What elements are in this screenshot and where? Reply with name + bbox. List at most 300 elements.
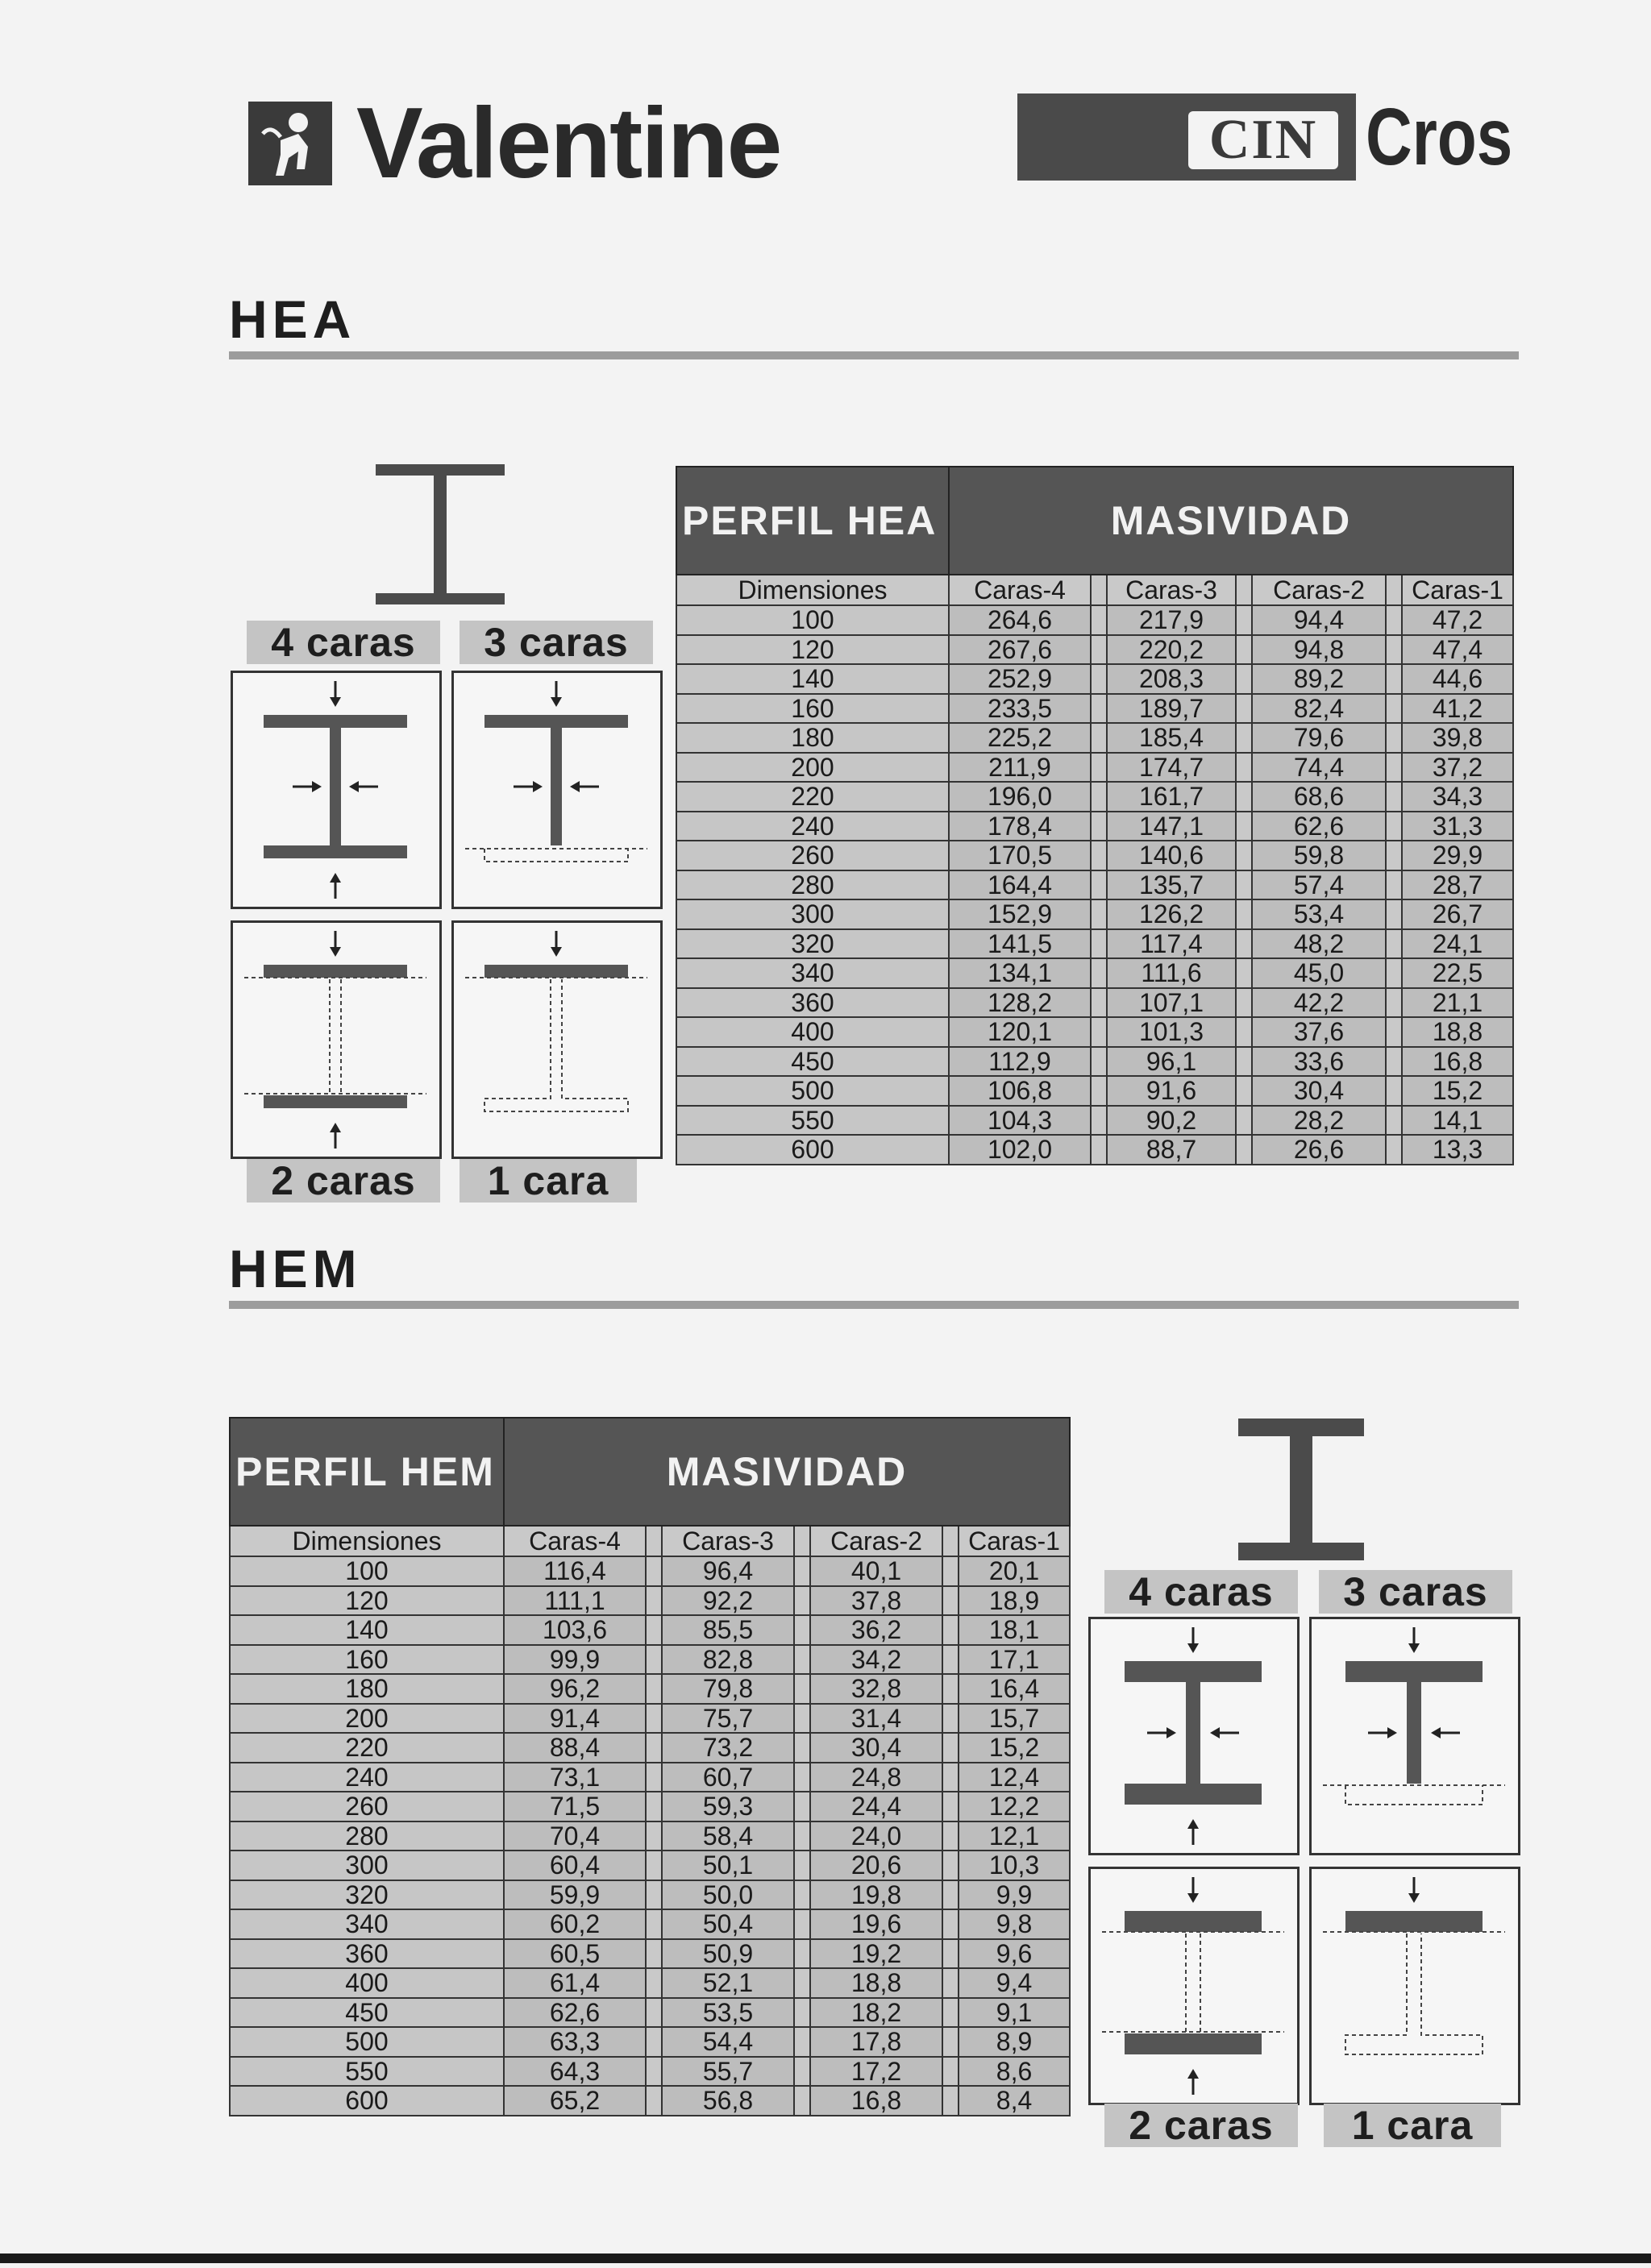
column-gap [1236,782,1252,812]
column-gap [794,1733,810,1763]
section-divider-hem [229,1301,1519,1309]
column-gap [794,1851,810,1880]
dimension-cell: 400 [676,1017,949,1047]
column-gap [942,1586,959,1616]
column-gap [1236,723,1252,753]
masividad-cell: 141,5 [949,929,1091,959]
masividad-cell: 8,4 [959,2086,1070,2116]
masividad-cell: 41,2 [1402,694,1513,724]
dimension-cell: 260 [230,1792,504,1821]
table-row [230,1909,1070,1939]
dimension-cell: 240 [676,812,949,841]
column-gap [942,1733,959,1763]
masividad-cell: 9,8 [959,1909,1070,1939]
masividad-cell: 14,1 [1402,1106,1513,1136]
masividad-cell: 20,1 [959,1556,1070,1586]
column-gap [646,1851,662,1880]
table-row [230,1851,1070,1880]
table-row [230,1939,1070,1969]
column-gap [1091,929,1107,959]
column-gap [646,2086,662,2116]
column-gap [794,1792,810,1821]
panel-3-caras [451,671,663,909]
column-gap [942,1704,959,1734]
dimension-cell: 260 [676,841,949,870]
table-row [676,1047,1513,1077]
masividad-cell: 189,7 [1107,694,1236,724]
label-1-cara: 1 cara [1324,2104,1501,2147]
masividad-cell: 24,4 [810,1792,942,1821]
masividad-cell: 16,8 [810,2086,942,2116]
masividad-cell: 53,4 [1252,899,1386,929]
table-row [230,1704,1070,1734]
column-gap [1236,753,1252,783]
masividad-cell: 57,4 [1252,870,1386,900]
dimension-cell: 140 [676,664,949,694]
column-gap [1386,1076,1402,1106]
column-gap [1236,1076,1252,1106]
masividad-cell: 36,2 [810,1615,942,1645]
column-gap [1386,899,1402,929]
dimension-cell: 100 [230,1556,504,1586]
masividad-cell: 92,2 [662,1586,794,1616]
panel-4-caras [231,671,442,909]
masividad-cell: 24,8 [810,1763,942,1792]
column-gap [942,1821,959,1851]
table-row [676,635,1513,665]
column-gap [1386,1047,1402,1077]
column-gap [1091,1106,1107,1136]
column-gap [794,1615,810,1645]
column-header-row [676,575,1513,605]
masividad-cell: 70,4 [504,1821,646,1851]
dimension-cell: 220 [230,1733,504,1763]
masividad-cell: 112,9 [949,1047,1091,1077]
table-row [676,958,1513,988]
column-gap [646,1968,662,1998]
panel-1-cara [451,920,663,1159]
masividad-cell: 94,4 [1252,605,1386,635]
column-gap [942,1674,959,1704]
column-gap [794,1556,810,1586]
masividad-cell: 50,9 [662,1939,794,1969]
dimension-cell: 140 [230,1615,504,1645]
column-gap [794,1880,810,1910]
column-gap [646,1704,662,1734]
masividad-cell: 21,1 [1402,988,1513,1018]
column-gap [942,1645,959,1675]
masividad-cell: 9,6 [959,1939,1070,1969]
dimension-cell: 360 [676,988,949,1018]
masividad-cell: 24,1 [1402,929,1513,959]
dimension-cell: 360 [230,1939,504,1969]
masividad-cell: 88,4 [504,1733,646,1763]
table-row [676,1106,1513,1136]
masividad-cell: 185,4 [1107,723,1236,753]
column-gap [1091,1076,1107,1106]
dimension-cell: 300 [230,1851,504,1880]
column-gap [1091,664,1107,694]
column-gap [1236,1047,1252,1077]
column-gap [646,1939,662,1969]
table-row [676,841,1513,870]
dimension-cell: 320 [230,1880,504,1910]
table-row [230,1968,1070,1998]
masividad-cell: 89,2 [1252,664,1386,694]
masividad-cell: 178,4 [949,812,1091,841]
column-gap [794,2027,810,2057]
masividad-cell: 196,0 [949,782,1091,812]
masividad-cell: 34,3 [1402,782,1513,812]
dimension-cell: 160 [676,694,949,724]
column-gap [1386,958,1402,988]
table-row [230,1556,1070,1586]
masividad-cell: 19,2 [810,1939,942,1969]
masividad-cell: 47,2 [1402,605,1513,635]
column-gap [942,1880,959,1910]
masividad-cell: 217,9 [1107,605,1236,635]
masividad-cell: 60,5 [504,1939,646,1969]
masividad-cell: 174,7 [1107,753,1236,783]
masividad-cell: 39,8 [1402,723,1513,753]
column-gap [1091,605,1107,635]
dimension-cell: 600 [230,2086,504,2116]
masividad-cell: 31,3 [1402,812,1513,841]
masividad-cell: 56,8 [662,2086,794,2116]
column-gap [646,1674,662,1704]
label-3-caras: 3 caras [460,621,653,664]
masividad-cell: 62,6 [504,1998,646,2028]
dimension-cell: 120 [230,1586,504,1616]
dimension-cell: 400 [230,1968,504,1998]
table-row [230,1674,1070,1704]
column-gap [1091,1135,1107,1165]
masividad-cell: 50,4 [662,1909,794,1939]
column-gap [1091,635,1107,665]
masividad-cell: 37,2 [1402,753,1513,783]
table-row [676,694,1513,724]
table-row [676,929,1513,959]
panel-2-caras [231,920,442,1159]
masividad-cell: 37,6 [1252,1017,1386,1047]
masividad-cell: 53,5 [662,1998,794,2028]
table-row [676,812,1513,841]
hea-exposure-diagrams [231,464,658,1206]
masividad-cell: 103,6 [504,1615,646,1645]
masividad-cell: 267,6 [949,635,1091,665]
column-gap [1236,899,1252,929]
dimension-cell: 120 [676,635,949,665]
masividad-cell: 71,5 [504,1792,646,1821]
column-gap [1386,575,1402,605]
column-gap [646,2027,662,2057]
masividad-cell: 107,1 [1107,988,1236,1018]
column-gap [646,1733,662,1763]
column-gap [1386,605,1402,635]
masividad-cell: 90,2 [1107,1106,1236,1136]
masividad-cell: 73,1 [504,1763,646,1792]
dimension-cell: 220 [676,782,949,812]
masividad-cell: 264,6 [949,605,1091,635]
column-gap [1236,694,1252,724]
table-row [676,870,1513,900]
masividad-cell: 82,4 [1252,694,1386,724]
masividad-cell: 17,1 [959,1645,1070,1675]
column-header: Caras-3 [1107,575,1236,605]
masividad-cell: 55,7 [662,2057,794,2087]
table-row [230,1645,1070,1675]
column-gap [1236,870,1252,900]
label-3-caras: 3 caras [1319,1570,1512,1614]
column-gap [942,1939,959,1969]
column-gap [646,1821,662,1851]
dimension-cell: 450 [230,1998,504,2028]
masividad-cell: 28,2 [1252,1106,1386,1136]
column-header: Caras-4 [949,575,1091,605]
masividad-cell: 63,3 [504,2027,646,2057]
masividad-cell: 147,1 [1107,812,1236,841]
masividad-cell: 28,7 [1402,870,1513,900]
masividad-cell: 26,7 [1402,899,1513,929]
masividad-cell: 17,8 [810,2027,942,2057]
masividad-cell: 34,2 [810,1645,942,1675]
column-gap [1386,1135,1402,1165]
column-gap [1091,723,1107,753]
masividad-cell: 220,2 [1107,635,1236,665]
column-gap [1236,635,1252,665]
panel-1-cara [1309,1867,1520,2105]
column-gap [794,1763,810,1792]
masividad-cell: 82,8 [662,1645,794,1675]
column-gap [942,2027,959,2057]
valentine-logo [248,88,781,199]
column-gap [942,1968,959,1998]
dimension-cell: 200 [230,1704,504,1734]
masividad-cell: 8,9 [959,2027,1070,2057]
column-gap [1386,694,1402,724]
column-header: Caras-1 [959,1526,1070,1556]
column-header: Caras-3 [662,1526,794,1556]
panel-2-caras [1088,1867,1300,2105]
cin-badge: CIN [1188,111,1338,169]
masividad-cell: 48,2 [1252,929,1386,959]
column-gap [646,1909,662,1939]
masividad-cell: 26,6 [1252,1135,1386,1165]
column-gap [1091,694,1107,724]
masividad-cell: 211,9 [949,753,1091,783]
dimension-cell: 240 [230,1763,504,1792]
table-row [230,1586,1070,1616]
dimension-cell: 340 [676,958,949,988]
column-gap [1386,1106,1402,1136]
masividad-cell: 8,6 [959,2057,1070,2087]
table-row [676,1076,1513,1106]
dimension-cell: 550 [230,2057,504,2087]
masividad-cell: 135,7 [1107,870,1236,900]
masividad-cell: 91,6 [1107,1076,1236,1106]
section-title-hem: HEM [229,1239,362,1298]
masividad-cell: 30,4 [810,1733,942,1763]
column-gap [1091,1017,1107,1047]
table-row [676,1135,1513,1165]
table-row [230,1880,1070,1910]
table-row [230,1763,1070,1792]
masividad-cell: 18,2 [810,1998,942,2028]
column-header-row [230,1526,1070,1556]
masividad-cell: 111,1 [504,1586,646,1616]
masividad-cell: 9,1 [959,1998,1070,2028]
column-gap [942,1615,959,1645]
table-row [676,753,1513,783]
masividad-cell: 225,2 [949,723,1091,753]
masividad-cell: 161,7 [1107,782,1236,812]
column-gap [794,2086,810,2116]
masividad-cell: 208,3 [1107,664,1236,694]
masividad-cell: 74,4 [1252,753,1386,783]
table-row [676,782,1513,812]
column-gap [646,1645,662,1675]
masividad-cell: 15,2 [1402,1076,1513,1106]
column-header: Caras-2 [1252,575,1386,605]
table-row [230,2057,1070,2087]
column-gap [646,1763,662,1792]
column-gap [794,1526,810,1556]
column-gap [794,1821,810,1851]
hem-masividad-table [229,1417,1071,2116]
column-gap [1091,1047,1107,1077]
masividad-cell: 126,2 [1107,899,1236,929]
masividad-cell: 134,1 [949,958,1091,988]
masividad-cell: 60,7 [662,1763,794,1792]
masividad-header: MASIVIDAD [949,467,1513,575]
column-gap [1386,1017,1402,1047]
masividad-cell: 140,6 [1107,841,1236,870]
dimension-cell: 600 [676,1135,949,1165]
masividad-cell: 62,6 [1252,812,1386,841]
dimension-cell: 180 [676,723,949,753]
masividad-cell: 10,3 [959,1851,1070,1880]
masividad-cell: 9,9 [959,1880,1070,1910]
masividad-cell: 19,6 [810,1909,942,1939]
column-gap [1236,812,1252,841]
masividad-cell: 31,4 [810,1704,942,1734]
masividad-cell: 58,4 [662,1821,794,1851]
masividad-cell: 61,4 [504,1968,646,1998]
table-row [230,2086,1070,2116]
column-gap [646,1615,662,1645]
masividad-cell: 22,5 [1402,958,1513,988]
column-gap [646,2057,662,2087]
column-gap [1386,723,1402,753]
label-2-caras: 2 caras [1104,2104,1298,2147]
masividad-cell: 18,9 [959,1586,1070,1616]
masividad-cell: 16,4 [959,1674,1070,1704]
label-1-cara: 1 cara [460,1159,637,1203]
column-header: Dimensiones [230,1526,504,1556]
masividad-cell: 33,6 [1252,1047,1386,1077]
column-header: Caras-4 [504,1526,646,1556]
masividad-cell: 40,1 [810,1556,942,1586]
masividad-cell: 13,3 [1402,1135,1513,1165]
masividad-cell: 50,0 [662,1880,794,1910]
column-gap [1236,664,1252,694]
column-gap [794,1645,810,1675]
table-row [676,988,1513,1018]
table-row [230,1998,1070,2028]
column-gap [1091,899,1107,929]
column-gap [1386,753,1402,783]
section-title-hea: HEA [229,289,356,349]
column-gap [1386,929,1402,959]
masividad-cell: 120,1 [949,1017,1091,1047]
column-gap [1091,753,1107,783]
column-gap [1091,782,1107,812]
column-gap [794,1939,810,1969]
table-row [676,899,1513,929]
masividad-cell: 16,8 [1402,1047,1513,1077]
column-gap [1236,575,1252,605]
i-beam-icon [1238,1419,1375,1564]
column-gap [1091,841,1107,870]
i-beam-icon [376,464,513,609]
masividad-cell: 96,2 [504,1674,646,1704]
column-gap [942,1792,959,1821]
masividad-cell: 52,1 [662,1968,794,1998]
masividad-cell: 170,5 [949,841,1091,870]
masividad-cell: 88,7 [1107,1135,1236,1165]
masividad-cell: 18,8 [810,1968,942,1998]
dimension-cell: 200 [676,753,949,783]
column-gap [942,1909,959,1939]
masividad-cell: 91,4 [504,1704,646,1734]
masividad-cell: 59,9 [504,1880,646,1910]
bottom-border [0,2253,1651,2263]
column-gap [794,1704,810,1734]
masividad-cell: 164,4 [949,870,1091,900]
table-row [676,1017,1513,1047]
masividad-cell: 106,8 [949,1076,1091,1106]
column-gap [1091,575,1107,605]
masividad-cell: 233,5 [949,694,1091,724]
column-gap [1386,870,1402,900]
perfil-header: PERFIL HEA [676,467,949,575]
masividad-cell: 65,2 [504,2086,646,2116]
masividad-cell: 47,4 [1402,635,1513,665]
column-gap [794,1968,810,1998]
masividad-cell: 68,6 [1252,782,1386,812]
column-gap [1386,812,1402,841]
column-gap [794,1674,810,1704]
masividad-cell: 152,9 [949,899,1091,929]
column-gap [1236,958,1252,988]
column-gap [1236,929,1252,959]
valentine-emblem-icon [248,102,332,185]
column-gap [646,1998,662,2028]
table-row [676,723,1513,753]
column-gap [1386,635,1402,665]
masividad-cell: 59,3 [662,1792,794,1821]
hea-masividad-table [676,466,1514,1165]
column-gap [794,1586,810,1616]
dimension-cell: 320 [676,929,949,959]
masividad-cell: 59,8 [1252,841,1386,870]
dimension-cell: 500 [676,1076,949,1106]
dimension-cell: 450 [676,1047,949,1077]
masividad-cell: 128,2 [949,988,1091,1018]
column-gap [942,2086,959,2116]
column-gap [794,2057,810,2087]
table-row [230,1733,1070,1763]
